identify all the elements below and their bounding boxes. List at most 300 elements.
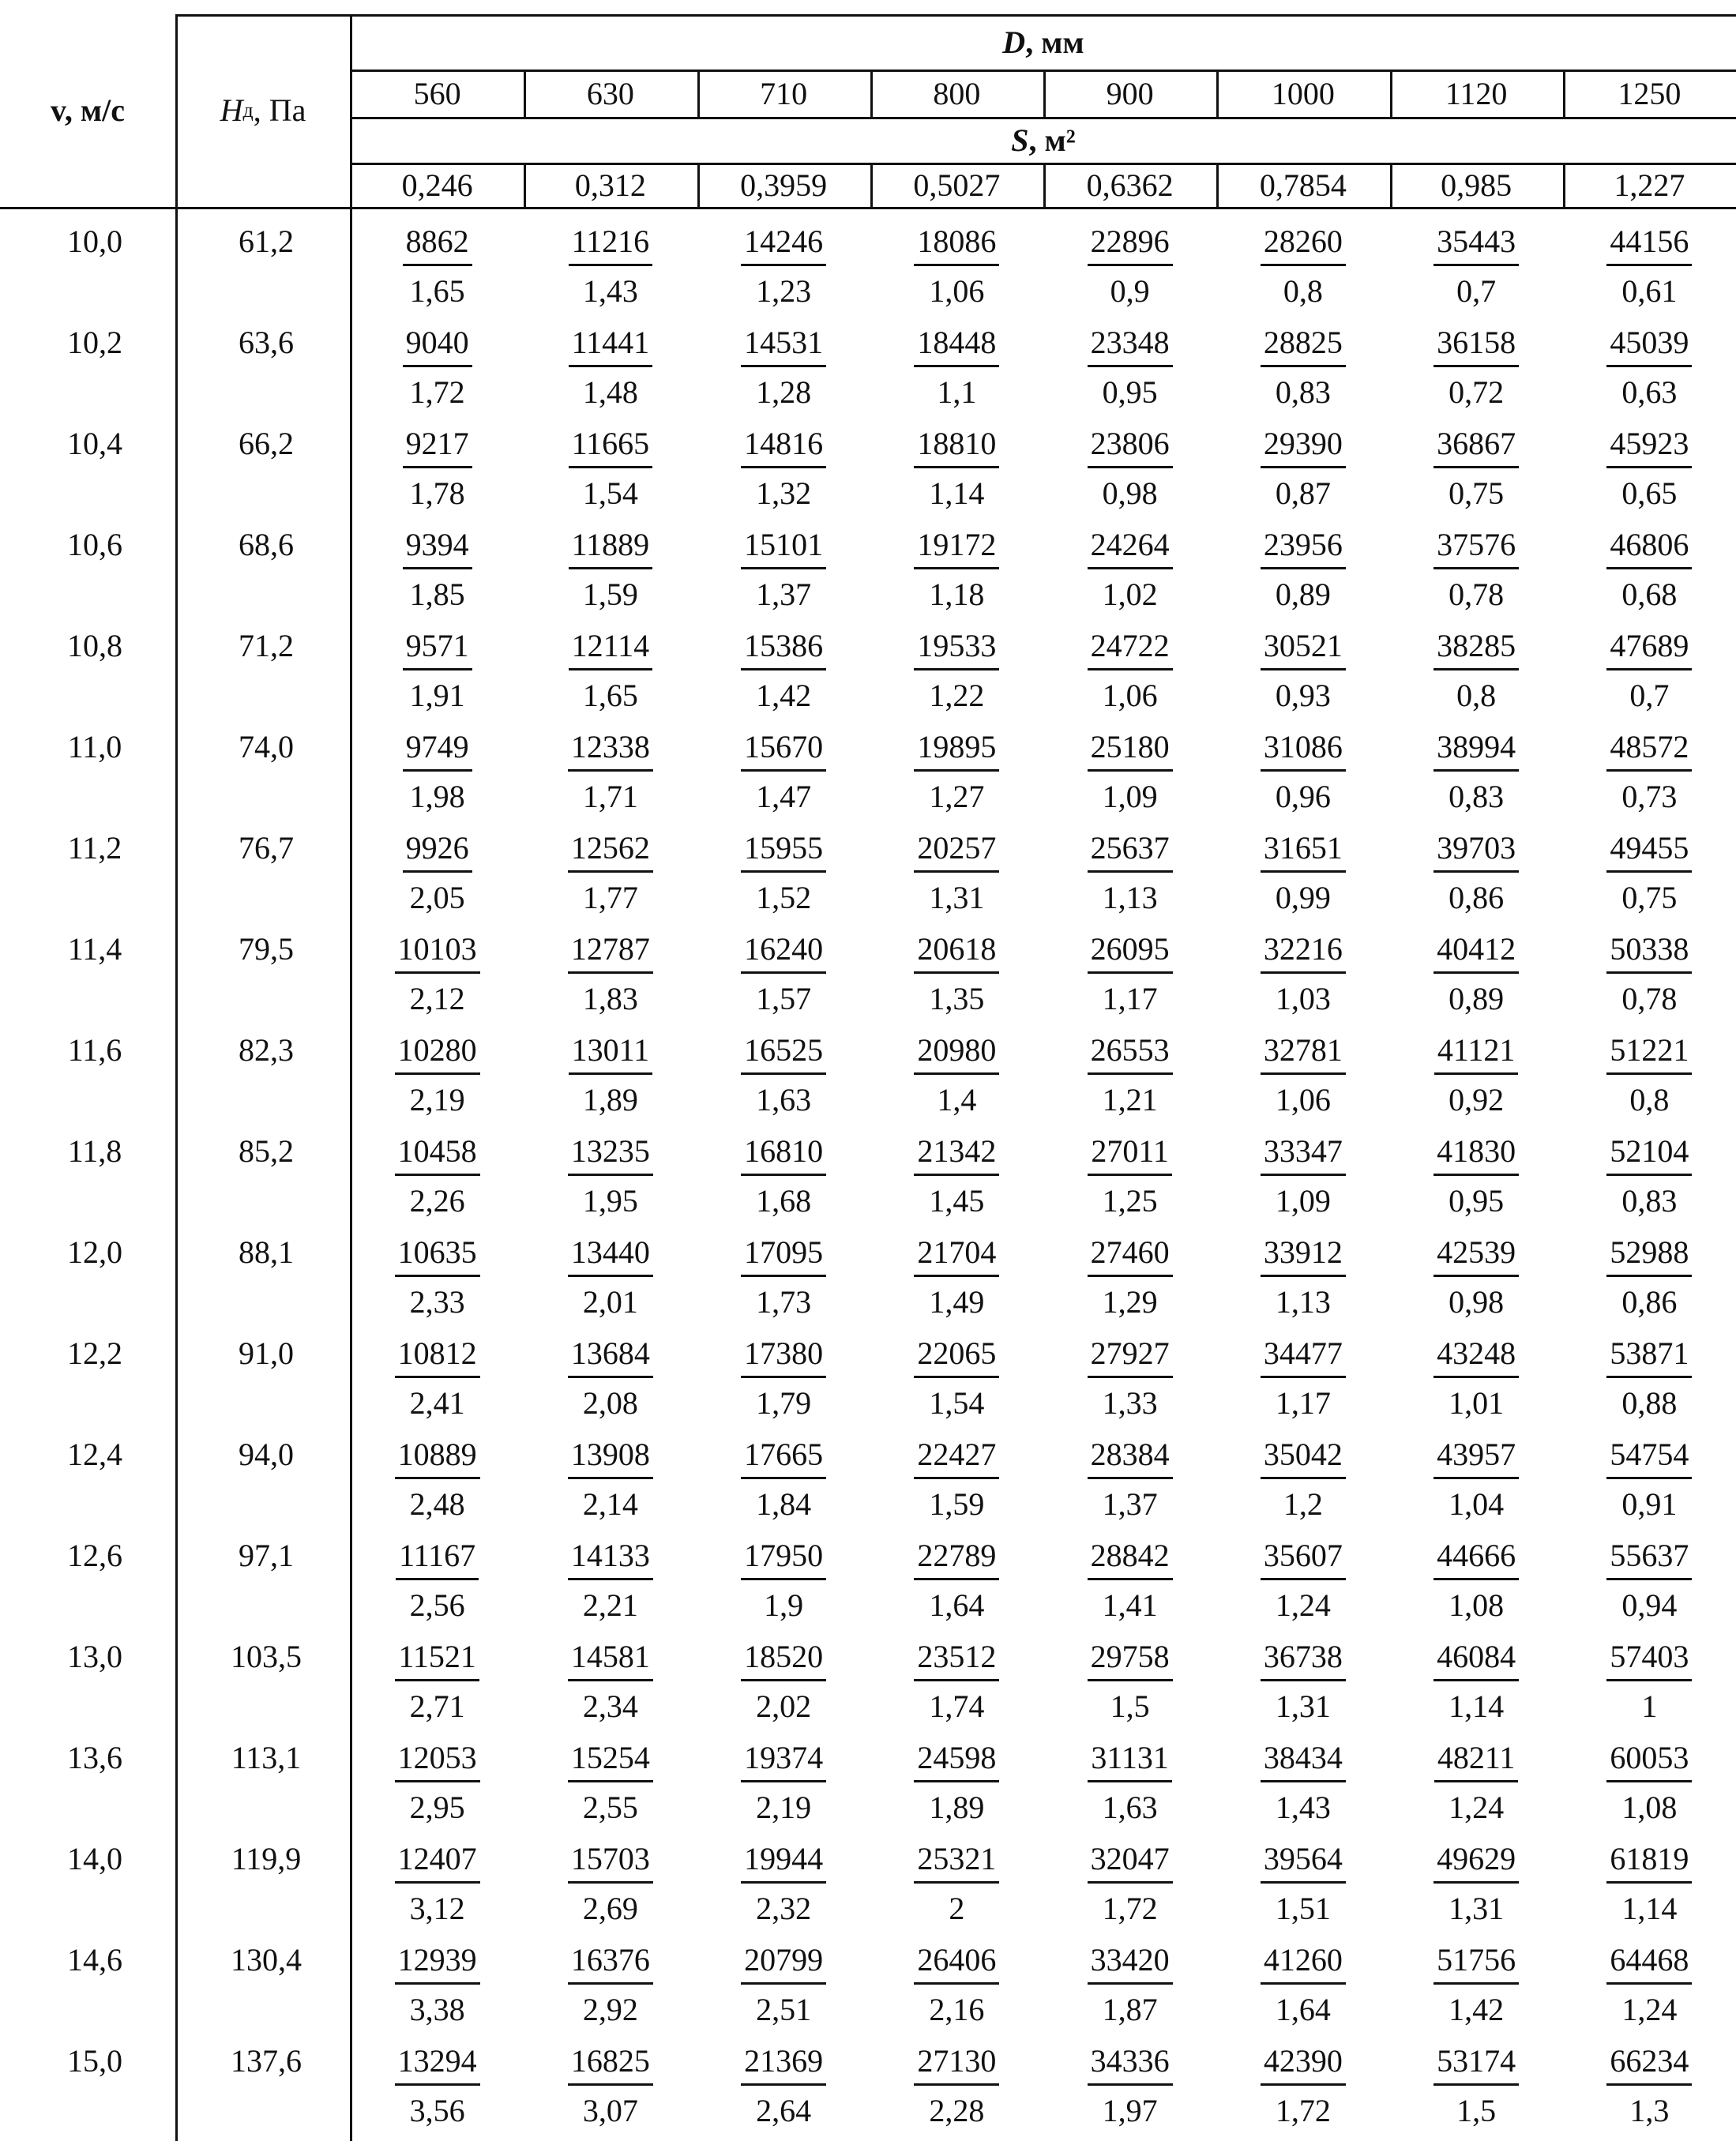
d-header-unit: , мм [1025,24,1084,60]
flow-fraction-cell [1566,933,1732,1015]
resistance-value: 0,95 [1102,374,1158,410]
flow-fraction-cell [701,1032,866,1117]
flow-fraction-cell [701,223,866,309]
flow-fraction-cell [1220,428,1386,509]
flow-rate-value: 33420 [1088,1944,1173,1985]
flow-rate-value: 9394 [403,529,472,569]
flow-fraction-cell [1220,1742,1386,1824]
flow-fraction-cell [1047,1234,1213,1320]
diameter-header-cell: 800 [933,76,981,111]
resistance-value: 1,84 [756,1486,812,1522]
flow-rate-value: 40412 [1434,933,1519,974]
resistance-value: 0,78 [1449,577,1505,612]
flow-fraction-cell [1047,529,1213,610]
flow-fraction-cell [1393,428,1559,509]
flow-fraction-cell [1220,1439,1386,1520]
flow-rate-value: 15670 [741,731,826,772]
resistance-value: 1,04 [1449,1486,1505,1522]
flow-rate-value: 16240 [741,933,826,974]
flow-rate-value: 21704 [914,1237,999,1277]
resistance-value: 1,18 [929,577,985,612]
resistance-value: 1,17 [1275,1385,1331,1421]
flow-rate-value: 14531 [741,327,826,367]
velocity-cell: 10,0 [67,223,122,259]
area-column-divider [1216,164,1219,207]
resistance-value: 0,9 [1110,273,1150,309]
resistance-value: 2,64 [756,2093,812,2128]
flow-fraction-cell [1566,1234,1732,1320]
dynamic-pressure-cell: 61,2 [239,223,294,259]
flow-fraction-cell [1047,2045,1213,2127]
flow-fraction-cell [874,1641,1039,1722]
velocity-cell: 12,4 [67,1437,122,1472]
diameter-divider [351,117,1736,119]
flow-fraction-cell [1393,1439,1559,1520]
velocity-cell: 11,0 [67,729,122,764]
resistance-value: 1,4 [937,1082,977,1117]
resistance-value: 1,68 [756,1183,812,1219]
resistance-value: 2,34 [582,1688,638,1724]
resistance-value: 1,14 [929,475,985,511]
diameter-header-cell: 1000 [1271,76,1335,111]
flow-rate-value: 10280 [395,1035,480,1075]
flow-fraction-cell [355,1641,520,1722]
flow-fraction-cell [1566,327,1732,408]
flow-rate-value: 36867 [1434,428,1519,468]
flow-fraction-cell [1220,1032,1386,1117]
s-header [351,118,1736,163]
resistance-value: 0,72 [1449,374,1505,410]
resistance-value: 1,06 [929,273,985,309]
dynamic-pressure-cell: 71,2 [239,628,294,663]
resistance-value: 2,69 [582,1891,638,1926]
flow-rate-value: 13440 [568,1237,653,1277]
flow-rate-value: 35443 [1434,226,1519,266]
dynamic-pressure-cell: 85,2 [239,1133,294,1169]
resistance-value: 1,5 [1456,2093,1497,2128]
resistance-value: 2,14 [582,1486,638,1522]
flow-rate-value: 12787 [568,933,653,974]
resistance-value: 2,41 [409,1385,465,1421]
flow-rate-value: 24598 [914,1742,999,1782]
flow-rate-value: 17950 [741,1540,826,1580]
resistance-value: 1,24 [1621,1992,1678,2027]
resistance-value: 1,87 [1102,1992,1158,2027]
flow-rate-value: 39564 [1261,1843,1346,1884]
resistance-value: 1,47 [756,779,812,814]
resistance-value: 0,91 [1621,1486,1678,1522]
flow-rate-value: 31131 [1088,1742,1172,1782]
flow-fraction-cell [874,630,1039,712]
resistance-value: 1,74 [929,1688,985,1724]
flow-fraction-cell [701,2045,866,2127]
resistance-value: 1,24 [1275,1587,1331,1623]
flow-rate-value: 16376 [568,1944,653,1985]
flow-rate-value: 54754 [1606,1439,1692,1479]
flow-rate-value: 13011 [569,1035,653,1075]
flow-fraction-cell [1220,630,1386,712]
resistance-value: 1,35 [929,981,985,1016]
flow-rate-value: 49629 [1434,1843,1519,1884]
flow-fraction-cell [528,832,693,914]
flow-rate-value: 20618 [914,933,999,974]
flow-rate-value: 19172 [914,529,999,569]
flow-rate-value: 60053 [1606,1742,1692,1782]
flow-rate-value: 43248 [1434,1338,1519,1378]
flow-fraction-cell [701,327,866,408]
flow-fraction-cell [528,529,693,610]
flow-fraction-cell [1393,630,1559,712]
resistance-value: 1,9 [764,1587,804,1623]
flow-fraction-cell [1047,933,1213,1015]
resistance-value: 0,95 [1449,1183,1505,1219]
resistance-value: 1,52 [756,880,812,915]
flow-rate-value: 47689 [1606,630,1692,670]
flow-fraction-cell [1566,428,1732,509]
flow-rate-value: 29758 [1088,1641,1173,1681]
area-column-divider [1043,164,1046,207]
flow-fraction-cell [1393,1540,1559,1621]
resistance-value: 0,86 [1621,1284,1678,1320]
d-header-symbol: D [1002,24,1026,60]
resistance-value: 1,27 [929,779,985,814]
resistance-value: 1,24 [1449,1790,1505,1825]
flow-rate-value: 16525 [741,1035,826,1075]
velocity-cell: 11,4 [67,931,122,967]
flow-rate-value: 14816 [741,428,826,468]
flow-rate-value: 17380 [741,1338,826,1378]
diameter-header-cell: 710 [760,76,808,111]
resistance-value: 1 [1641,1688,1658,1724]
resistance-value: 1,72 [1275,2093,1331,2128]
flow-rate-value: 33912 [1261,1237,1346,1277]
header-bottom-border [0,207,1736,209]
resistance-value: 0,83 [1449,779,1505,814]
flow-fraction-cell [528,428,693,509]
flow-rate-value: 51756 [1434,1944,1519,1985]
flow-fraction-cell [874,1234,1039,1320]
flow-rate-value: 38994 [1434,731,1519,772]
flow-fraction-cell [874,428,1039,509]
resistance-value: 1,03 [1275,981,1331,1016]
flow-fraction-cell [1047,1742,1213,1824]
flow-fraction-cell [528,1234,693,1320]
resistance-value: 1,43 [582,273,638,309]
resistance-value: 2,19 [756,1790,812,1825]
flow-fraction-cell [874,832,1039,914]
flow-rate-value: 34477 [1261,1338,1346,1378]
diameter-header-cell: 630 [586,76,634,111]
flow-rate-value: 12338 [568,731,653,772]
flow-rate-value: 23348 [1088,327,1173,367]
resistance-value: 1,28 [756,374,812,410]
flow-fraction-cell [1220,1843,1386,1925]
resistance-value: 2,28 [929,2093,985,2128]
flow-fraction-cell [701,832,866,914]
resistance-value: 1,91 [409,678,465,713]
flow-fraction-cell [701,933,866,1015]
flow-fraction-cell [1393,327,1559,408]
flow-rate-value: 9926 [403,832,472,873]
flow-fraction-cell [701,1439,866,1520]
flow-rate-value: 14581 [568,1641,653,1681]
d-header [351,16,1736,69]
col-divider-v-h [175,14,178,2141]
resistance-value: 1,59 [929,1486,985,1522]
flow-fraction-cell [1220,1133,1386,1219]
dynamic-pressure-cell: 82,3 [239,1032,294,1068]
flow-fraction-cell [874,223,1039,309]
resistance-value: 1,06 [1102,678,1158,713]
flow-fraction-cell [1047,1032,1213,1117]
flow-fraction-cell [1393,1032,1559,1117]
flow-rate-value: 17665 [741,1439,826,1479]
flow-fraction-cell [1047,731,1213,813]
diameter-header-cell: 1250 [1618,76,1682,111]
dynamic-pressure-cell: 94,0 [239,1437,294,1472]
flow-rate-value: 49455 [1606,832,1692,873]
flow-rate-value: 32216 [1261,933,1346,974]
diameter-column-divider [870,71,873,117]
flow-rate-value: 32781 [1261,1035,1346,1075]
flow-rate-value: 53871 [1606,1338,1692,1378]
flow-rate-value: 30521 [1261,630,1346,670]
resistance-value: 1,77 [582,880,638,915]
flow-fraction-cell [1047,1133,1213,1219]
resistance-value: 0,86 [1449,880,1505,915]
flow-fraction-cell [1047,1843,1213,1925]
flow-rate-value: 35607 [1261,1540,1346,1580]
flow-rate-value: 21342 [914,1136,999,1176]
flow-fraction-cell [1566,1133,1732,1219]
flow-rate-value: 18448 [914,327,999,367]
flow-rate-value: 66234 [1606,2045,1692,2086]
resistance-value: 1,54 [582,475,638,511]
resistance-value: 0,7 [1456,273,1497,309]
dynamic-pressure-cell: 103,5 [231,1639,302,1674]
diameter-column-divider [697,71,700,117]
flow-rate-value: 27460 [1088,1237,1173,1277]
flow-fraction-cell [1393,1335,1559,1421]
velocity-cell: 14,0 [67,1841,122,1876]
resistance-value: 1,14 [1621,1891,1678,1926]
flow-rate-value: 41260 [1261,1944,1346,1985]
flow-rate-value: 14246 [741,226,826,266]
flow-rate-value: 11521 [395,1641,479,1681]
resistance-value: 1,09 [1275,1183,1331,1219]
flow-fraction-cell [874,933,1039,1015]
resistance-value: 0,83 [1275,374,1331,410]
flow-rate-value: 45923 [1606,428,1692,468]
resistance-value: 1,98 [409,779,465,814]
flow-fraction-cell [355,832,520,914]
resistance-value: 0,61 [1621,273,1678,309]
flow-fraction-cell [701,529,866,610]
flow-fraction-cell [528,1133,693,1219]
resistance-value: 1,79 [756,1385,812,1421]
flow-fraction-cell [528,1439,693,1520]
flow-rate-value: 8862 [403,226,472,266]
flow-rate-value: 42390 [1261,2045,1346,2086]
flow-rate-value: 12114 [569,630,653,670]
area-header-cell: 0,312 [574,167,646,203]
velocity-cell: 10,2 [67,325,122,360]
flow-rate-value: 41121 [1434,1035,1519,1075]
flow-rate-value: 28384 [1088,1439,1173,1479]
resistance-value: 2,71 [409,1688,465,1724]
flow-fraction-cell [528,1335,693,1421]
flow-fraction-cell [701,630,866,712]
flow-fraction-cell [701,1742,866,1824]
area-header-cell: 1,227 [1614,167,1685,203]
flow-fraction-cell [1393,1843,1559,1925]
flow-fraction-cell [1566,1540,1732,1621]
flow-rate-value: 46084 [1434,1641,1519,1681]
flow-rate-value: 29390 [1261,428,1346,468]
flow-fraction-cell [874,1335,1039,1421]
resistance-value: 0,99 [1275,880,1331,915]
flow-fraction-cell [1393,1944,1559,2026]
velocity-cell: 12,2 [67,1335,122,1371]
flow-fraction-cell [1047,1944,1213,2026]
flow-rate-value: 43957 [1434,1439,1519,1479]
flow-rate-value: 20980 [914,1035,999,1075]
resistance-value: 2,05 [409,880,465,915]
flow-rate-value: 34336 [1088,2045,1173,2086]
diameter-column-divider [1216,71,1219,117]
flow-rate-value: 51221 [1606,1035,1692,1075]
top-border [175,14,1736,17]
resistance-value: 2,92 [582,1992,638,2027]
resistance-value: 1,45 [929,1183,985,1219]
flow-fraction-cell [355,1439,520,1520]
resistance-value: 2,95 [409,1790,465,1825]
dynamic-pressure-cell: 97,1 [239,1538,294,1573]
resistance-value: 1,33 [1102,1385,1158,1421]
flow-rate-value: 28842 [1088,1540,1173,1580]
flow-rate-value: 25180 [1088,731,1173,772]
flow-fraction-cell [701,1133,866,1219]
flow-fraction-cell [1047,327,1213,408]
resistance-value: 0,87 [1275,475,1331,511]
flow-rate-value: 9749 [403,731,472,772]
flow-rate-value: 20799 [741,1944,826,1985]
flow-fraction-cell [701,1335,866,1421]
velocity-cell: 14,6 [67,1942,122,1978]
flow-fraction-cell [1047,428,1213,509]
flow-rate-value: 10458 [395,1136,480,1176]
area-header-cell: 0,7854 [1259,167,1347,203]
flow-rate-value: 61819 [1606,1843,1692,1884]
flow-rate-value: 31086 [1261,731,1346,772]
flow-rate-value: 14133 [568,1540,653,1580]
flow-fraction-cell [1393,731,1559,813]
dynamic-pressure-cell: 74,0 [239,729,294,764]
diameter-column-divider [1563,71,1565,117]
resistance-value: 3,38 [409,1992,465,2027]
flow-fraction-cell [1220,1540,1386,1621]
flow-fraction-cell [874,2045,1039,2127]
resistance-value: 1,65 [409,273,465,309]
resistance-value: 1,72 [409,374,465,410]
flow-rate-value: 25321 [914,1843,999,1884]
flow-fraction-cell [1393,2045,1559,2127]
flow-fraction-cell [355,1843,520,1925]
flow-rate-value: 64468 [1606,1944,1692,1985]
resistance-value: 1,59 [582,577,638,612]
resistance-value: 1,65 [582,678,638,713]
v-header-label: v, м/с [51,92,125,128]
flow-rate-value: 12939 [395,1944,480,1985]
flow-rate-value: 10635 [395,1237,480,1277]
flow-rate-value: 50338 [1606,933,1692,974]
s-header-symbol: S [1011,122,1029,158]
flow-rate-value: 11167 [396,1540,479,1580]
dynamic-pressure-cell: 66,2 [239,426,294,461]
resistance-value: 0,7 [1629,678,1670,713]
area-column-divider [524,164,526,207]
resistance-value: 1,73 [756,1284,812,1320]
flow-rate-value: 27927 [1088,1338,1173,1378]
flow-rate-value: 15703 [568,1843,653,1884]
flow-rate-value: 44666 [1434,1540,1519,1580]
flow-fraction-cell [1566,832,1732,914]
flow-rate-value: 39703 [1434,832,1519,873]
flow-fraction-cell [355,2045,520,2127]
dynamic-pressure-cell: 68,6 [239,527,294,562]
resistance-value: 2,08 [582,1385,638,1421]
flow-fraction-cell [874,1843,1039,1925]
flow-fraction-cell [1047,1641,1213,1722]
flow-rate-value: 28260 [1261,226,1346,266]
flow-fraction-cell [355,933,520,1015]
flow-fraction-cell [355,1335,520,1421]
flow-fraction-cell [355,1032,520,1117]
velocity-cell: 13,6 [67,1740,122,1775]
flow-rate-value: 13235 [568,1136,653,1176]
flow-rate-value: 24264 [1088,529,1173,569]
flow-fraction-cell [1393,223,1559,309]
flow-rate-value: 18810 [914,428,999,468]
flow-rate-value: 16825 [568,2045,653,2086]
velocity-cell: 15,0 [67,2043,122,2079]
resistance-value: 2,33 [409,1284,465,1320]
resistance-value: 1,25 [1102,1183,1158,1219]
area-column-divider [870,164,873,207]
flow-rate-value: 22427 [914,1439,999,1479]
resistance-value: 2,26 [409,1183,465,1219]
flow-fraction-cell [874,529,1039,610]
flow-fraction-cell [874,1133,1039,1219]
flow-fraction-cell [355,223,520,309]
resistance-value: 2,32 [756,1891,812,1926]
flow-rate-value: 24722 [1088,630,1173,670]
flow-fraction-cell [1047,1335,1213,1421]
flow-rate-value: 32047 [1088,1843,1173,1884]
flow-fraction-cell [528,2045,693,2127]
flow-fraction-cell [701,1944,866,2026]
flow-rate-value: 26095 [1088,933,1173,974]
diameter-header-cell: 560 [413,76,461,111]
flow-rate-value: 33347 [1261,1136,1346,1176]
area-column-divider [1563,164,1565,207]
flow-rate-value: 13294 [395,2045,480,2086]
flow-rate-value: 44156 [1606,226,1692,266]
h-header [175,16,351,205]
flow-rate-value: 41830 [1434,1136,1519,1176]
resistance-value: 0,8 [1456,678,1497,713]
flow-fraction-cell [1220,1944,1386,2026]
